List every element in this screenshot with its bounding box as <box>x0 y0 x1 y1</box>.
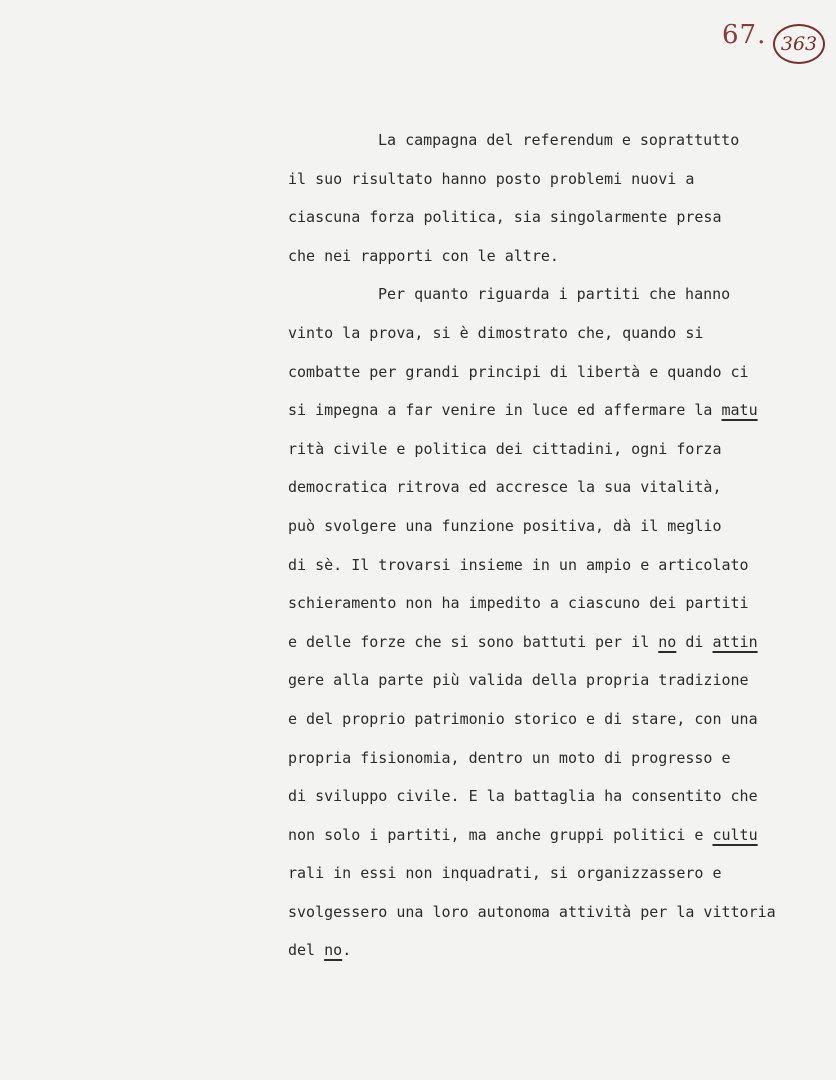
text-line: propria fisionomia, dentro un moto di progresso e <box>288 748 731 767</box>
text-line: svolgessero una loro autonoma attività per la vittoria <box>288 902 776 921</box>
underlined-word: no <box>658 632 677 651</box>
text-line: vinto la prova, si è dimostrato che, quando si <box>288 323 704 342</box>
text-line: che nei rapporti con le altre. <box>288 246 559 265</box>
circled-page-number: 363 <box>773 24 825 64</box>
text-line: democratica ritrova ed accresce la sua vitalità, <box>288 478 722 497</box>
text-line: gere alla parte più valida della propria tradizione <box>288 671 749 690</box>
text-line: si impegna a far venire in luce ed affermare la matu <box>288 401 758 420</box>
text-line: e delle forze che si sono battuti per il no di attin <box>288 632 758 651</box>
text-line: di sviluppo civile. E la battaglia ha consentito che <box>288 787 758 806</box>
text-line: ciascuna forza politica, sia singolarmente presa <box>288 208 722 227</box>
text-line: rità civile e politica dei cittadini, ogni forza <box>288 439 722 458</box>
page-folio-number: 67. <box>722 20 767 50</box>
underlined-word: attin <box>712 632 758 651</box>
underlined-word: matu <box>721 401 758 420</box>
underlined-word: no <box>324 941 343 960</box>
text-line: del no. <box>288 941 352 960</box>
text-line: non solo i partiti, ma anche gruppi politici e cultu <box>288 825 758 844</box>
underlined-word: cultu <box>712 825 758 844</box>
text-line: La campagna del referendum e soprattutto <box>378 131 740 149</box>
body-text <box>288 121 776 970</box>
text-line: Per quanto riguarda i partiti che hanno <box>378 285 731 304</box>
text-line: combatte per grandi principi di libertà e quando ci <box>288 362 749 381</box>
text-line: e del proprio patrimonio storico e di stare, con una <box>288 709 758 728</box>
text-line: schieramento non ha impedito a ciascuno dei partiti <box>288 594 749 613</box>
text-line: il suo risultato hanno posto problemi nuovi a <box>288 169 695 188</box>
text-line: rali in essi non inquadrati, si organizzassero e <box>288 864 722 883</box>
text-line: di sè. Il trovarsi insieme in un ampio e articolato <box>288 555 749 574</box>
text-line: può svolgere una funzione positiva, dà il meglio <box>288 516 722 535</box>
